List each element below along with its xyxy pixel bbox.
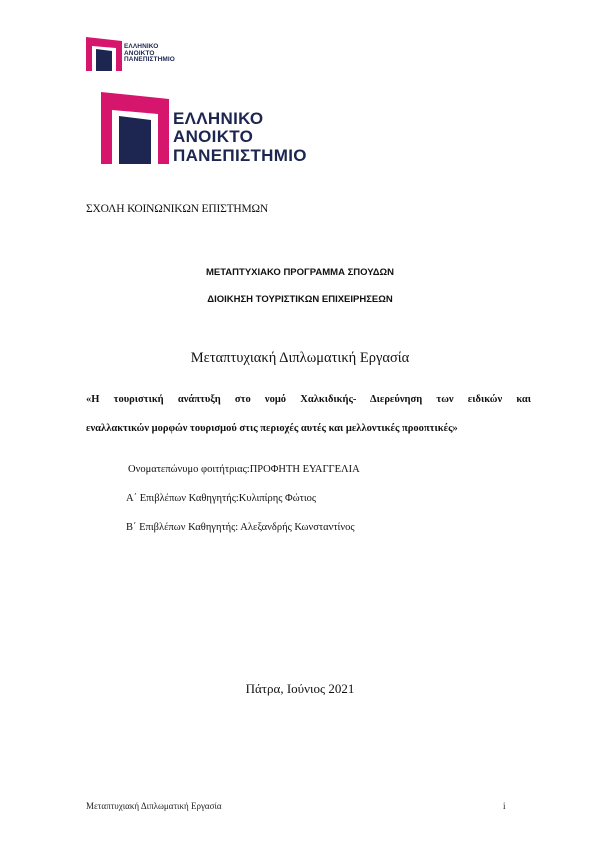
supervisor-a: Α΄ Επιβλέπων Καθηγητής:Κυλιπίρης Φώτιος xyxy=(126,493,317,504)
logo-small-line1: ΕΛΛΗΝΙΚΟ xyxy=(124,43,159,50)
logo-large-line2: ΑΝΟΙΚΤΟ xyxy=(173,127,254,147)
thesis-title xyxy=(86,385,531,443)
program-heading: ΜΕΤΑΠΤΥΧΙΑΚΟ ΠΡΟΓΡΑΜΜΑ ΣΠΟΥΔΩΝ xyxy=(205,267,395,278)
thesis-title-line2: εναλλακτικών μορφών τουρισμού στις περιοχές αυτές και μελλοντικές προοπτικές» xyxy=(86,423,458,434)
date-line: Πάτρα, Ιούνιος 2021 xyxy=(245,681,355,696)
program-name: ΔΙΟΙΚΗΣΗ ΤΟΥΡΙΣΤΙΚΩΝ ΕΠΙΧΕΙΡΗΣΕΩΝ xyxy=(207,294,393,305)
university-emblem-icon xyxy=(101,92,169,164)
thesis-type: Μεταπτυχιακή Διπλωματική Εργασία xyxy=(190,350,410,366)
logo-large-line3: ΠΑΝΕΠΙΣΤΗΜΙΟ xyxy=(173,145,307,165)
logo-large-line1: ΕΛΛΗΝΙΚΟ xyxy=(173,109,264,128)
logo-small-line2: ΑΝΟΙΚΤΟ xyxy=(124,49,155,57)
logo-large xyxy=(101,92,307,165)
university-emblem-icon xyxy=(86,37,122,71)
supervisor-b: Β΄ Επιβλέπων Καθηγητής: Αλεξανδρής Κωνσταντίνος xyxy=(126,522,355,533)
logo-small xyxy=(86,37,175,71)
student-name: Ονοματεπώνυμο φοιτήτριας:ΠΡΟΦΗΤΗ ΕΥΑΓΓΕΛΙΑ xyxy=(128,464,360,475)
logo-small-line3: ΠΑΝΕΠΙΣΤΗΜΙΟ xyxy=(124,56,175,63)
school-name: ΣΧΟΛΗ ΚΟΙΝΩΝΙΚΩΝ ΕΠΙΣΤΗΜΩΝ xyxy=(86,203,268,215)
footer-title: Μεταπτυχιακή Διπλωματική Εργασία xyxy=(86,801,222,811)
thesis-title-line1: «Η τουριστική ανάπτυξη στο νομό Χαλκιδικής- Διερεύνηση των ειδικών και xyxy=(86,394,531,405)
page-number: i xyxy=(503,801,506,811)
